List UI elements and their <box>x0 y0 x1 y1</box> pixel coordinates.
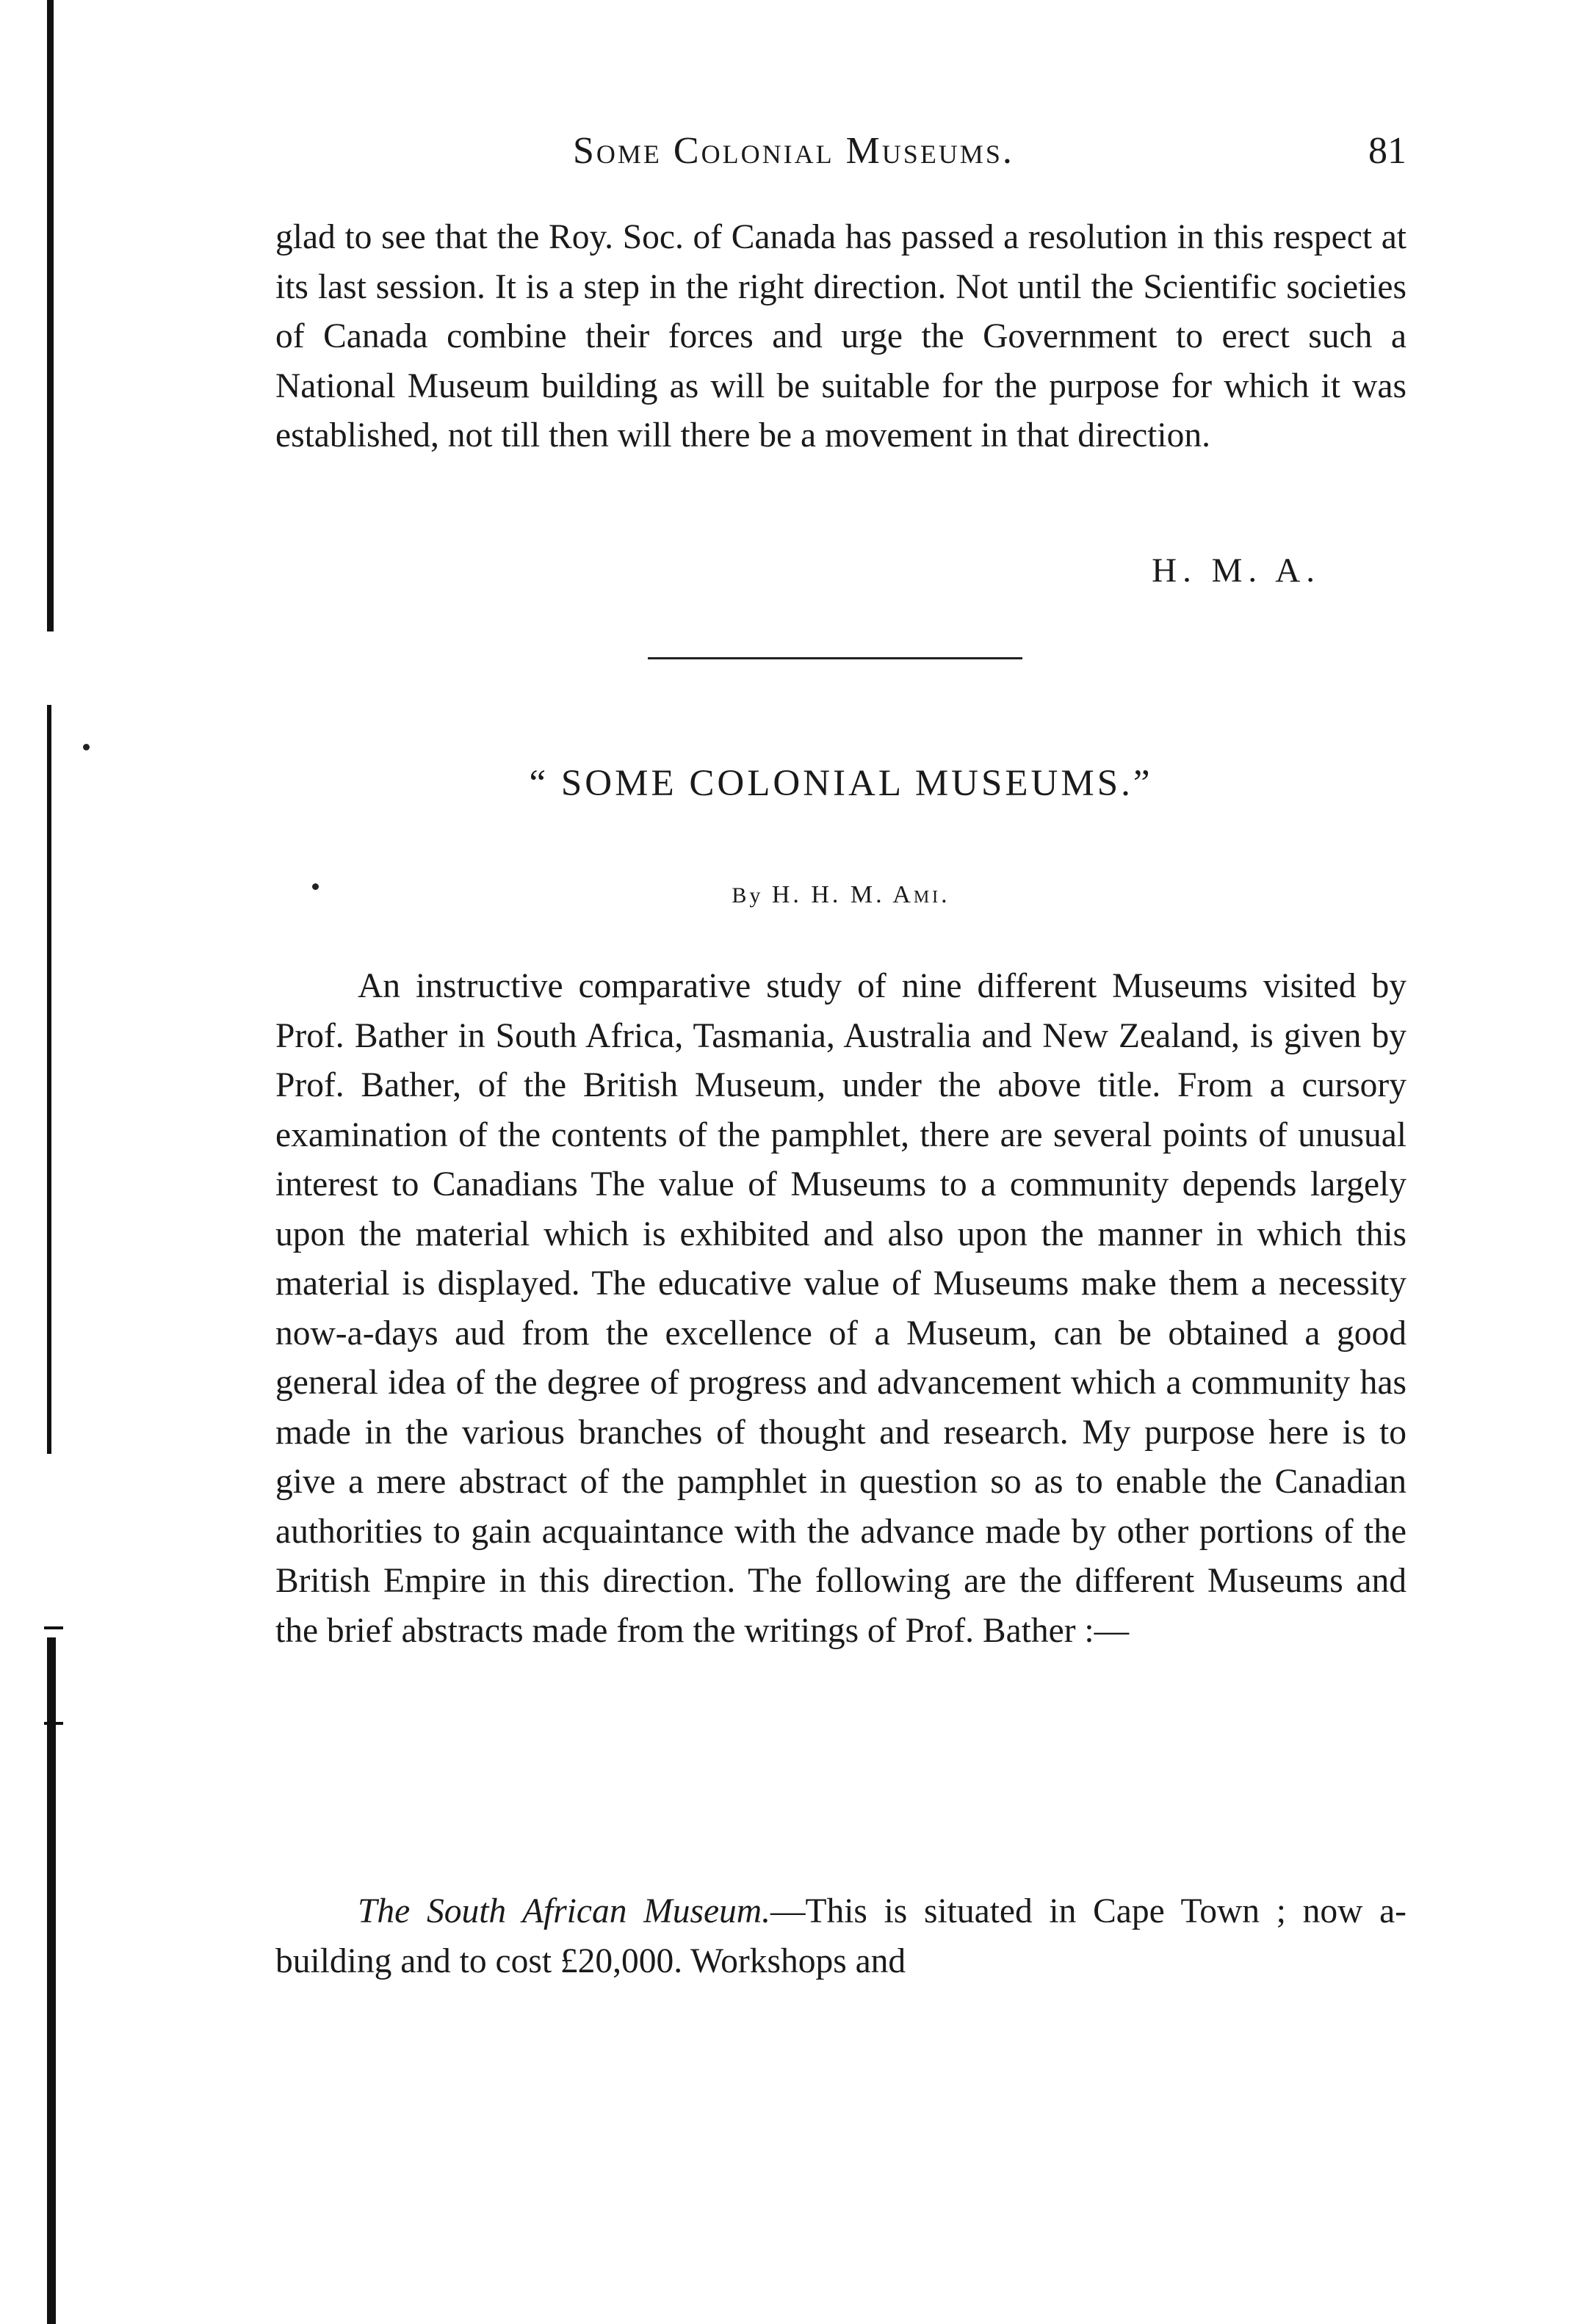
heading-dash: — <box>770 1892 806 1930</box>
previous-article-paragraph: glad to see that the Roy. Soc. of Canada has passed a resolution in this respect at its last session. It is a step in the right direction. Not until the Scientific societies of Canada combine their forces and urge the Government to erect such a National Museum building as will be suitable for the purpose for which it was established, not till then will there be a movement in that direction. <box>275 218 1407 455</box>
byline-author: H. H. M. Ami. <box>771 881 950 908</box>
running-title: Some Colonial Museums. <box>573 130 1014 172</box>
ink-speck <box>83 744 90 750</box>
page-number: 81 <box>1368 130 1407 172</box>
article-title: “ SOME COLONIAL MUSEUMS.” <box>529 763 1153 804</box>
binding-edge <box>47 0 54 631</box>
section-heading: The South African Museum. <box>358 1892 770 1930</box>
author-signature: H. M. A. <box>1152 551 1321 590</box>
binding-edge <box>47 705 51 1454</box>
binding-tick <box>44 1722 63 1725</box>
binding-tick <box>44 1626 63 1629</box>
byline-prefix: By <box>732 883 772 908</box>
byline <box>275 881 1407 909</box>
intro-paragraph: An instructive comparative study of nine different Museums visited by Prof. Bather in South Africa, Tasmania, Australia and New Zealand, is given by Prof. Bather, of the British Museum, under the above title. From a cursory examination of the contents of the pamphlet, there are several points of unusual interest to Canadians The value of Museums to a community depends largely upon the material which is exhibited and also upon the manner in which this material is displayed. The educative value of Museums make them a necessity now-a-days aud from the excellence of a Museum, can be obtained a good general idea of the degree of progress and advancement which a community has made in the various branches of thought and research. My purpose here is to give a mere abstract of the pamphlet in question so as to enable the Canadian authorities to gain acquaintance with the advance made by other portions of the British Empire in this direction. The following are the different Museums and the brief abstracts made from the writings of Prof. Bather :— <box>275 967 1407 1650</box>
binding-edge <box>47 1637 56 2324</box>
section-divider <box>648 657 1022 659</box>
south-african-paragraph <box>275 1887 1407 1986</box>
south-african-text: This is situated in Cape Town ; now a-building and to cost £20,000. Workshops and <box>275 1892 1407 1980</box>
running-head <box>275 129 1407 181</box>
